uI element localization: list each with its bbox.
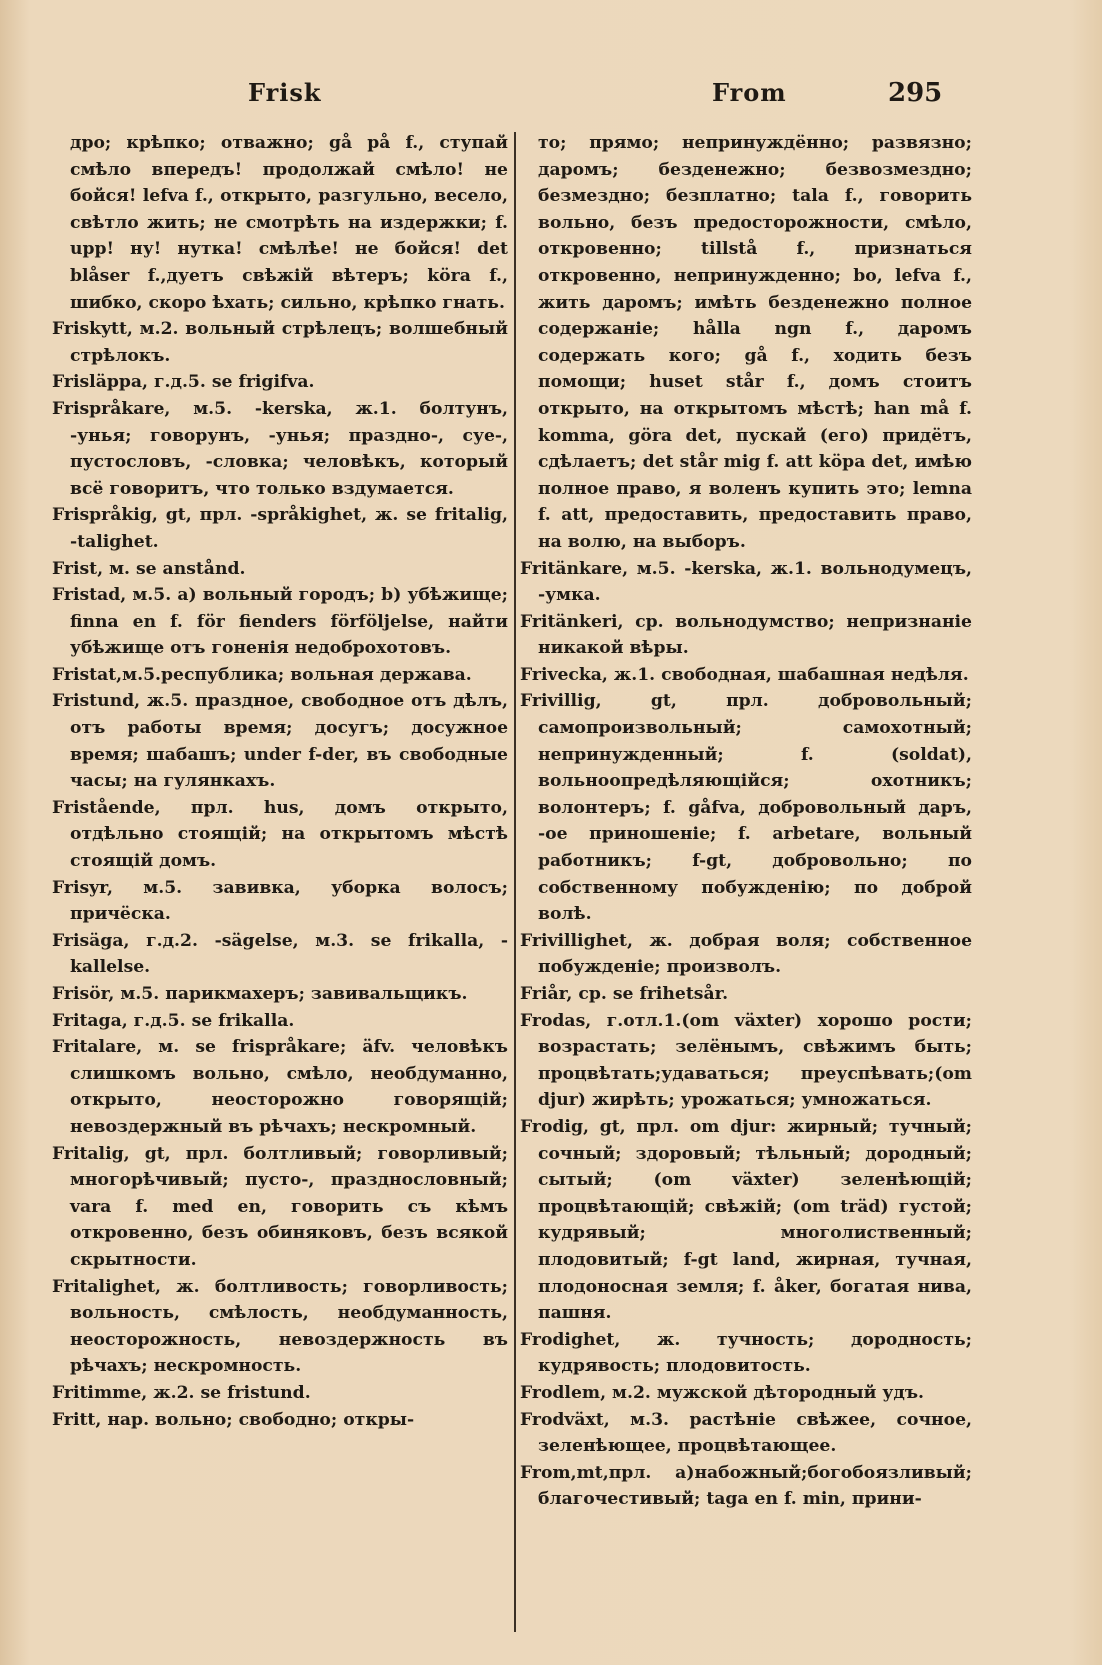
dictionary-entry: Fristad, м.5. a) вольный городъ; b) убѣжище; finna en f. för fienders förföljelse, найти убѣжище отъ гоненія недоброхотовъ.	[52, 585, 508, 659]
dictionary-entry: Frodig, gt, прл. om djur: жирный; тучный; сочный; здоровый; тѣльный; дородный; сытый; (om växter) зеленѣющій; процвѣтающій; свѣжій; (om träd) густой; кудрявый; многолиственный; плодовитый; f-gt land, жирная, тучная, плодоносная земля; f. åker, богатая нива, пашня.	[520, 1116, 972, 1324]
dictionary-entry: Frodlem, м.2. мужской дѣтородный удъ.	[520, 1382, 925, 1403]
dictionary-entry: Friår, ср. se frihetsår.	[520, 984, 729, 1004]
dictionary-entry: Fritänkare, м.5. -kerska, ж.1. вольнодумецъ, -умка.	[520, 558, 972, 606]
left-column	[52, 130, 508, 1640]
dictionary-entry: то; прямо; непринуждённо; развязно; даромъ; безденежно; безвозмездно; безмездно; безплатно; tala f., говорить вольно, безъ предосторожности, смѣло, откровенно; tillstå f., признаться откровенно, непринужденно; bo, lefva f., жить даромъ; имѣть безденежно полное содержаніе; hålla ngn f., даромъ содержать кого; gå f., ходить безъ помощи; huset står f., домъ стоитъ открыто, на открытомъ мѣстѣ; han må f. komma, göra det, пускай (его) придётъ, сдѣлаетъ; det står mig f. att köpa det, имѣю полное право, я воленъ купить это; lemna f. att, предоставить, предоставить право, на волю, на выборъ.	[538, 133, 972, 552]
dictionary-entry: Frisör, м.5. парикмахеръ; завивальщикъ.	[52, 984, 468, 1004]
dictionary-entry: Frist, м. se anstånd.	[52, 558, 246, 579]
dictionary-entry: Fritalig, gt, прл. болтливый; говорливый; многорѣчивый; пусто-, празднословный; vara f. med en, говорить съ кѣмъ откровенно, безъ обиняковъ, безъ всякой скрытности.	[52, 1143, 508, 1270]
dictionary-entry: Fritänkeri, ср. вольнодумство; непризнаніе никакой вѣры.	[520, 611, 972, 659]
dictionary-entry: Fritalare, м. se frispråkare; äfv. человѣкъ слишкомъ вольно, смѣло, необдуманно, открыто, неосторожно говорящій; невоздержный въ рѣчахъ; нескромный.	[52, 1037, 508, 1137]
dictionary-entry: Fritimme, ж.2. se fristund.	[52, 1382, 311, 1403]
dictionary-entry: From,mt,прл. a)набожный;богобоязливый; благочестивый; taga en f. min, прини-	[520, 1462, 972, 1510]
dictionary-entry: Fritaga, г.д.5. se frikalla.	[52, 1010, 295, 1031]
page-number: 295	[888, 78, 943, 108]
header-right-guideword: From	[712, 78, 787, 107]
dictionary-entry: Fristund, ж.5. праздное, свободное отъ дѣлъ, отъ работы время; досугъ; досужное время; шабашъ; under f-der, въ свободные часы; на гулянкахъ.	[52, 691, 508, 792]
dictionary-entry: Frodas, г.отл.1.(om växter) хорошо рости; возрастать; зелёнымъ, свѣжимъ быть; процвѣтать;удаваться; преуспѣвать;(om djur) жирѣть; урожаться; умножаться.	[520, 1010, 972, 1111]
dictionary-entry: Fristående, прл. hus, домъ открыто, отдѣльно стоящій; на открытомъ мѣстѣ стоящій домъ.	[52, 797, 508, 872]
dictionary-entry: Fritalighet, ж. болтливость; говорливость; вольность, смѣлость, необдуманность, неосторожность, невоздержность въ рѣчахъ; нескромность.	[52, 1276, 508, 1377]
dictionary-entry: Frisäga, г.д.2. -sägelse, м.3. se frikalla, -kallelse.	[52, 930, 508, 978]
header-left-guideword: Frisk	[248, 78, 322, 107]
dictionary-entry: Frivillig, gt, прл. добровольный; самопроизвольный; самохотный; непринужденный; f. (soldat), вольноопредѣляющійся; охотникъ; волонтеръ; f. gåfva, добровольный даръ, -ое приношеніе; f. arbetare, вольный работникъ; f-gt, добровольно; по собственному побужденію; по доброй волѣ.	[520, 691, 972, 925]
dictionary-entry: Fritt, нар. вольно; свободно; откры-	[52, 1409, 415, 1430]
dictionary-entry: Frisläppa, г.д.5. se frigifva.	[52, 372, 315, 393]
dictionary-entry: Fristat,м.5.республика; вольная держава.	[52, 664, 472, 685]
dictionary-entry: Friskytt, м.2. вольный стрѣлецъ; волшебный стрѣлокъ.	[52, 319, 508, 366]
page-header	[0, 78, 1102, 118]
dictionary-entry: дро; крѣпко; отважно; gå på f., ступай смѣло впередъ! продолжай смѣло! не бойся! lefva f., открыто, разгульно, весело, свѣтло жить; не смотрѣть на издержки; f. upp! ну! нутка! смѣлѣе! не бойся! det blåser f.,дуетъ свѣжій вѣтеръ; köra f., шибко, скоро ѣхать; сильно, крѣпко гнать.	[70, 133, 508, 313]
dictionary-entry: Frispråkig, gt, прл. -språkighet, ж. se fritalig, -talighet.	[52, 505, 508, 552]
dictionary-entry: Frivecka, ж.1. свободная, шабашная недѣля.	[520, 664, 969, 685]
dictionary-entry: Frodighet, ж. тучность; дородность; кудрявость; плодовитость.	[520, 1329, 972, 1377]
column-divider	[514, 132, 516, 1632]
right-column	[520, 130, 972, 1640]
dictionary-entry: Frodväxt, м.3. растѣніе свѣжее, сочное, зеленѣющее, процвѣтающее.	[520, 1409, 972, 1457]
dictionary-entry: Frivillighet, ж. добрая воля; собственное побужденіе; произволъ.	[520, 930, 972, 978]
dictionary-entry: Frispråkare, м.5. -kerska, ж.1. болтунъ, -унья; говорунъ, -унья; праздно-, суе-, пустословъ, -словка; человѣкъ, который всё говоритъ, что только вздумается.	[52, 398, 508, 499]
dictionary-entry: Frisyr, м.5. завивка, уборка волосъ; причёска.	[52, 877, 508, 925]
